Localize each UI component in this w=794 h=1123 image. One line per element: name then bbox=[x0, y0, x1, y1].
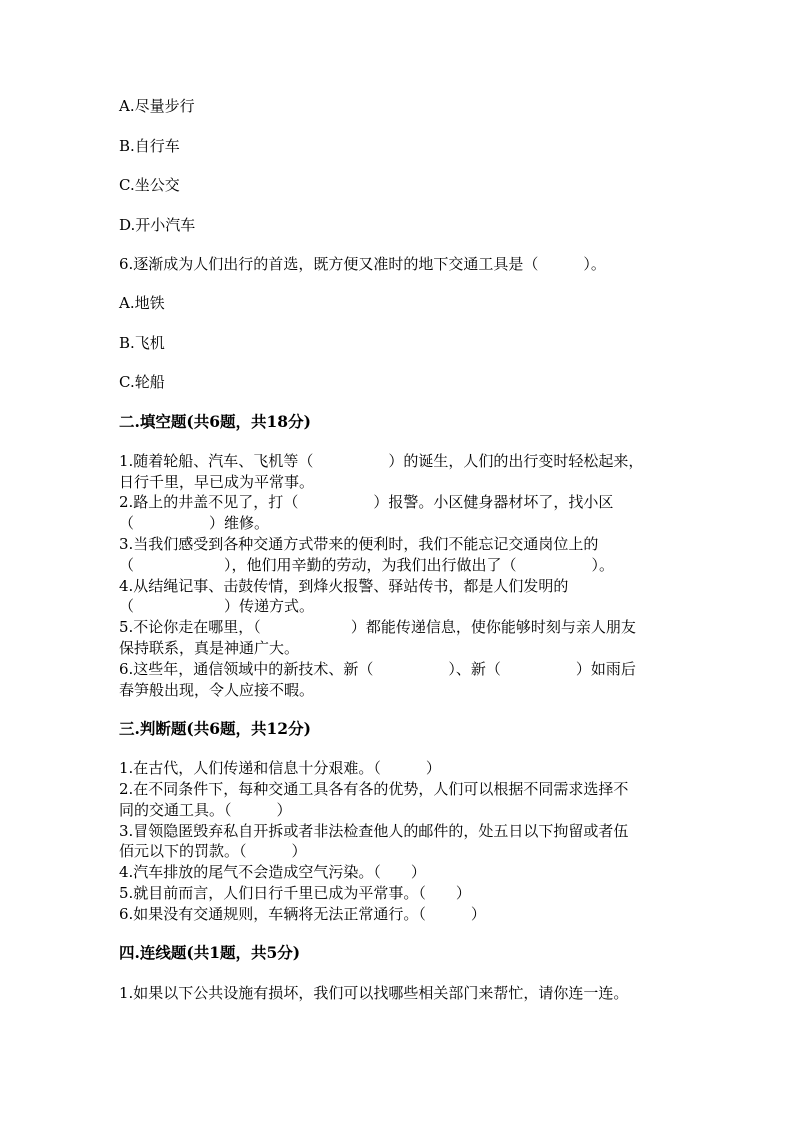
fill-in-line: （ ）传递方式。 bbox=[119, 597, 315, 615]
fill-in-line: 保持联系，真是神通广大。 bbox=[119, 639, 300, 657]
q5-option-c: C.坐公交 bbox=[119, 176, 180, 194]
q5-option-d: D.开小汽车 bbox=[119, 216, 196, 234]
section-heading-fill-in: 二.填空题(共6题，共18分) bbox=[119, 412, 311, 431]
true-false-line: 6.如果没有交通规则，车辆将无法正常通行。（ ） bbox=[119, 905, 486, 923]
q6-option-a: A.地铁 bbox=[119, 294, 165, 312]
q6-stem: 6.逐渐成为人们出行的首选，既方便又准时的地下交通工具是（ ）。 bbox=[119, 255, 606, 273]
true-false-line: 4.汽车排放的尾气不会造成空气污染。（ ） bbox=[119, 863, 426, 881]
fill-in-line: 春笋般出现，令人应接不暇。 bbox=[119, 681, 315, 699]
true-false-line: 2.在不同条件下，每种交通工具各有各的优势，人们可以根据不同需求选择不 bbox=[119, 780, 629, 798]
fill-in-line: 日行千里，早已成为平常事。 bbox=[119, 473, 315, 491]
true-false-line: 3.冒领隐匿毁弃私自开拆或者非法检查他人的邮件的，处五日以下拘留或者伍 bbox=[119, 822, 629, 840]
true-false-line: 同的交通工具。（ ） bbox=[119, 801, 292, 819]
fill-in-line: 3.当我们感受到各种交通方式带来的便利时，我们不能忘记交通岗位上的 bbox=[119, 535, 599, 553]
fill-in-line: （ ）维修。 bbox=[119, 514, 270, 532]
section-heading-true-false: 三.判断题(共6题，共12分) bbox=[119, 719, 311, 738]
true-false-line: 5.就目前而言，人们日行千里已成为平常事。（ ） bbox=[119, 884, 471, 902]
fill-in-line: 2.路上的井盖不见了，打（ ）报警。小区健身器材坏了，找小区 bbox=[119, 493, 614, 511]
fill-in-line: 5.不论你走在哪里，（ ）都能传递信息，使你能够时刻与亲人朋友 bbox=[119, 618, 636, 636]
true-false-line: 1.在古代，人们传递和信息十分艰难。（ ） bbox=[119, 759, 441, 777]
fill-in-line: 1.随着轮船、汽车、飞机等（ ）的诞生，人们的出行变时轻松起来， bbox=[119, 452, 644, 470]
q5-option-b: B.自行车 bbox=[119, 137, 180, 155]
q6-option-c: C.轮船 bbox=[119, 373, 165, 391]
fill-in-line: （ ），他们用辛勤的劳动，为我们出行做出了（ ）。 bbox=[119, 556, 615, 574]
fill-in-line: 4.从结绳记事、击鼓传情，到烽火报警、驿站传书，都是人们发明的 bbox=[119, 577, 569, 595]
q5-option-a: A.尽量步行 bbox=[119, 97, 195, 115]
fill-in-line: 6.这些年，通信领域中的新技术、新（ ）、新（ ）如雨后 bbox=[119, 660, 636, 678]
section-heading-matching: 四.连线题(共1题，共5分) bbox=[119, 943, 301, 962]
true-false-line: 佰元以下的罚款。（ ） bbox=[119, 842, 307, 860]
q6-option-b: B.飞机 bbox=[119, 334, 165, 352]
matching-line: 1.如果以下公共设施有损坏，我们可以找哪些相关部门来帮忙，请你连一连。 bbox=[119, 984, 629, 1002]
